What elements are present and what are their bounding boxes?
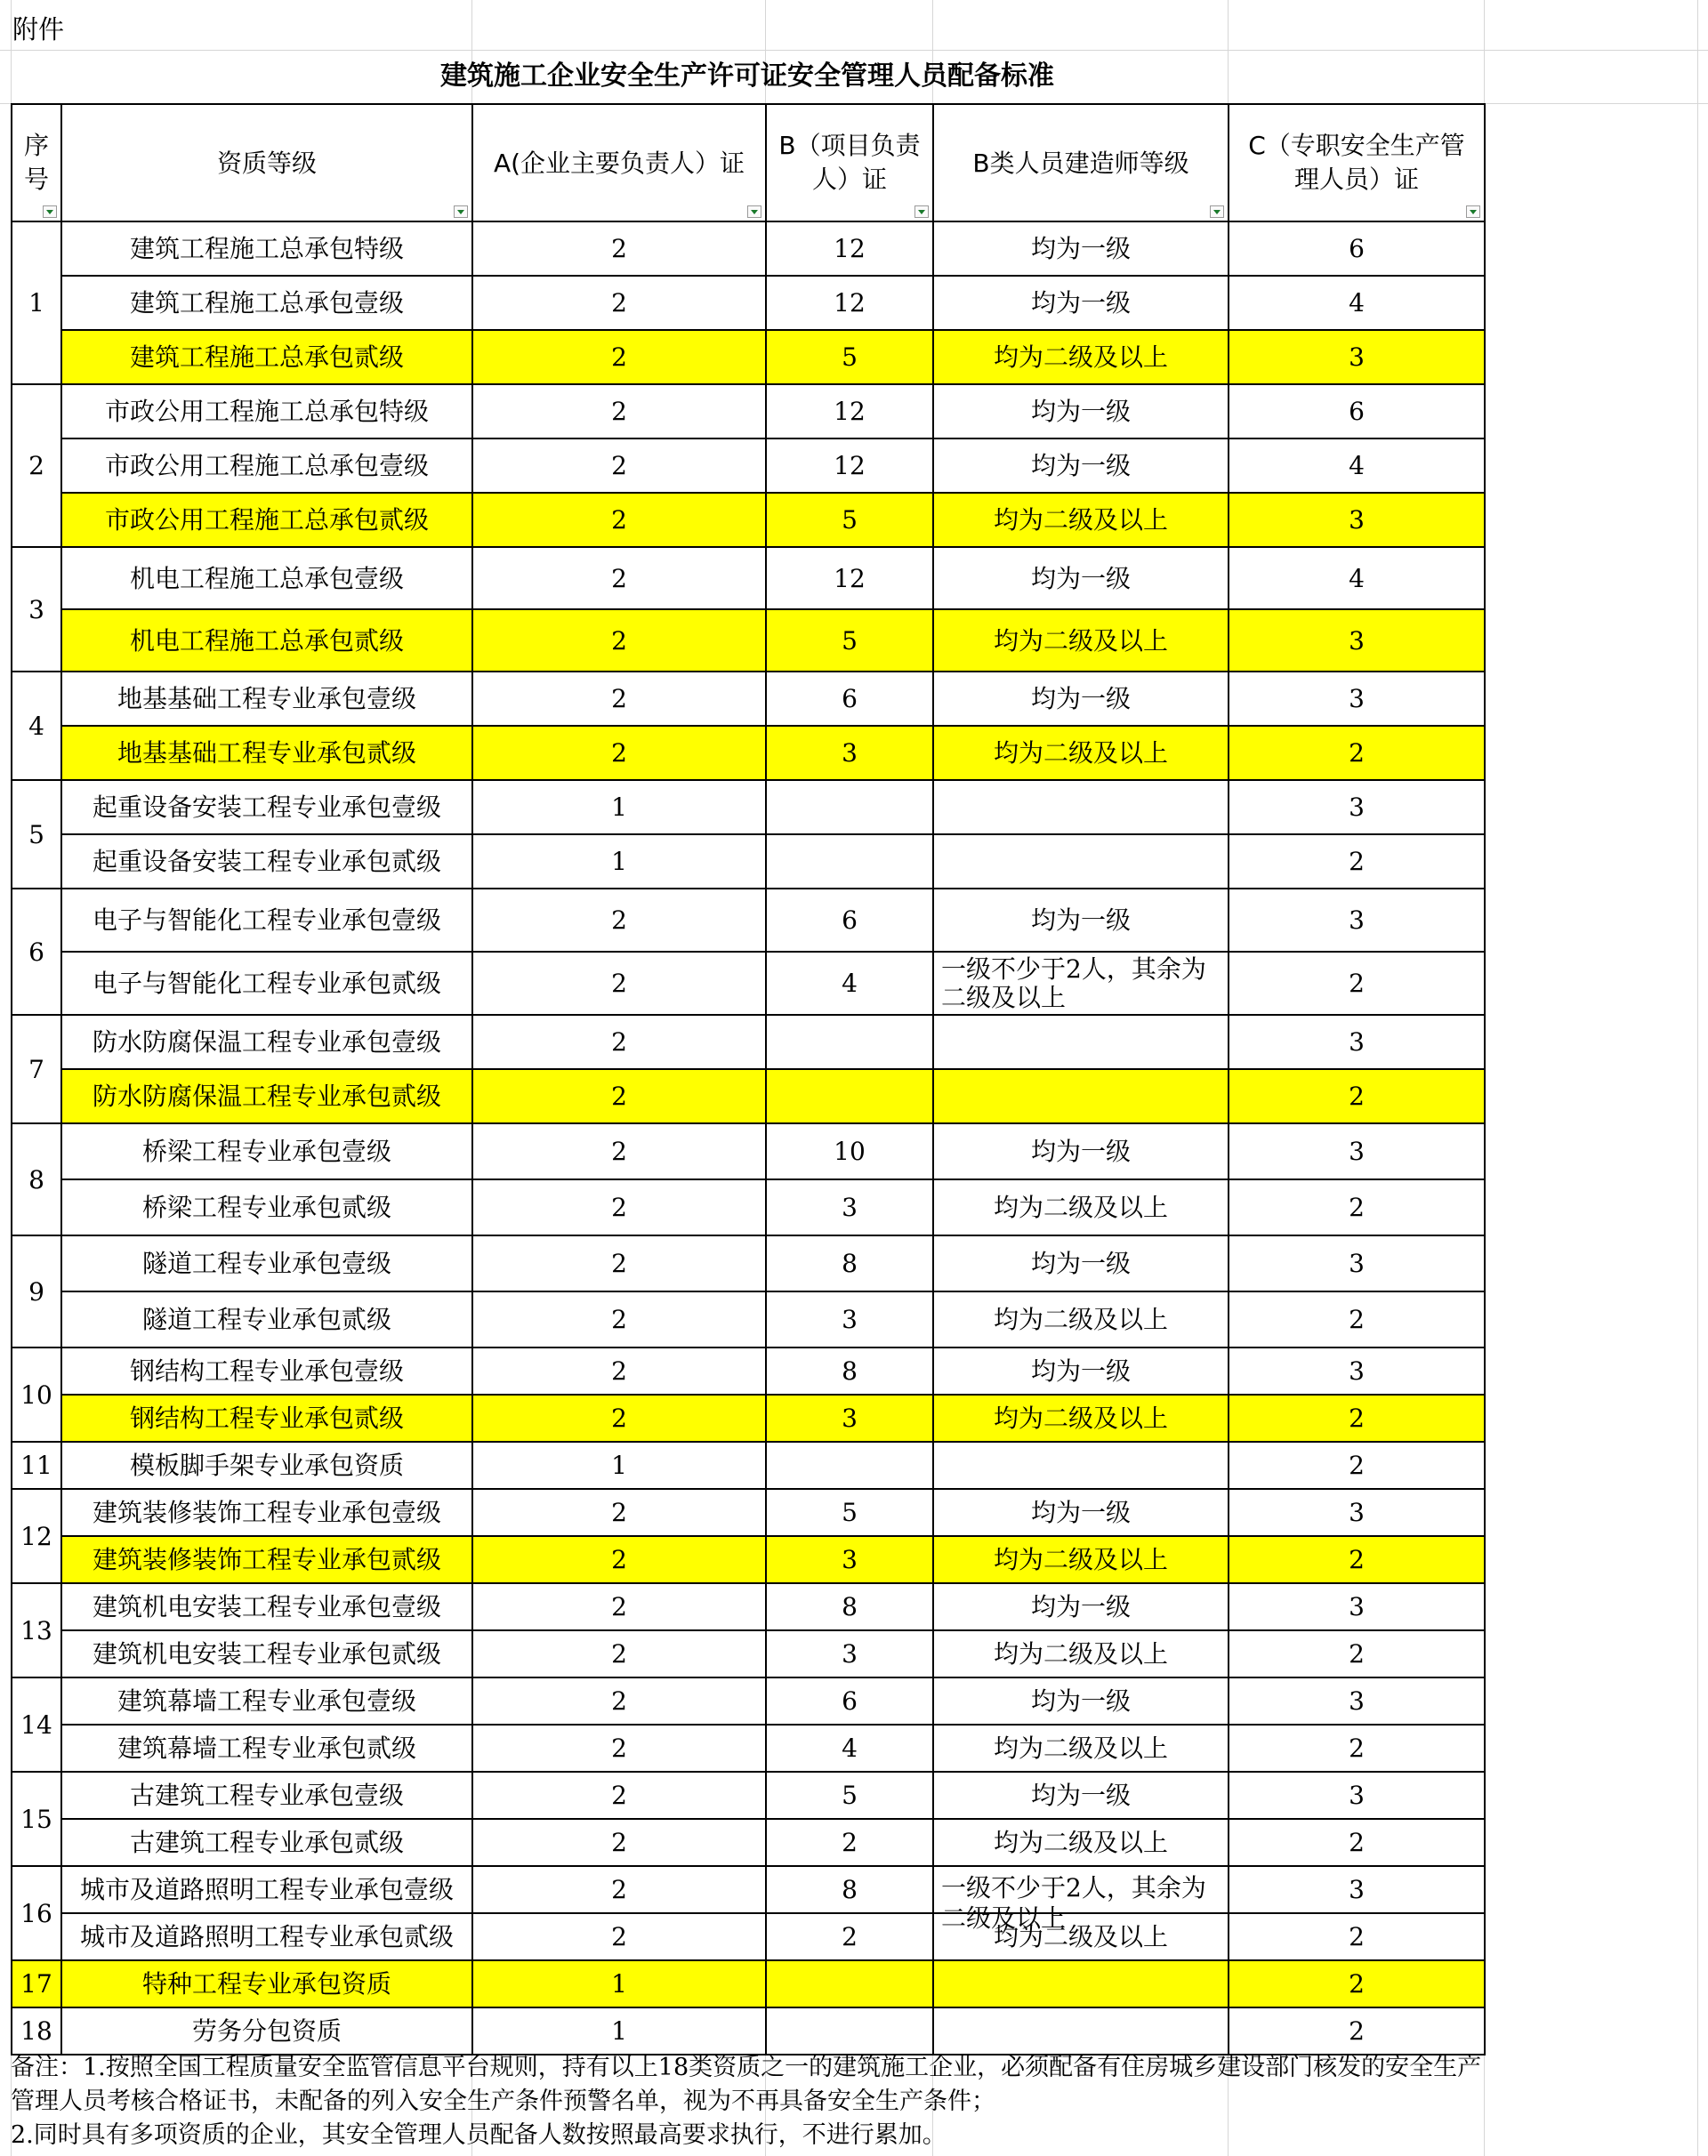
b-grade-cell[interactable] [933,609,1229,672]
a-cert-cell[interactable]: 2 [472,221,766,276]
c-cert-cell[interactable]: 2 [1229,1395,1485,1442]
a-cert-cell[interactable]: 2 [472,1179,766,1235]
b-grade-text: 均为二级及以上 [993,1734,1168,1763]
b-grade-text: 均为一级 [1030,1592,1131,1621]
qualification-cell[interactable]: 机电工程施工总承包贰级 [61,609,472,672]
b-cert-cell[interactable]: 6 [766,1677,933,1725]
header-c[interactable] [1229,104,1485,221]
b-cert-cell[interactable]: 3 [766,1395,933,1442]
seq-cell[interactable]: 18 [12,2007,61,2055]
qualification-cell[interactable]: 建筑机电安装工程专业承包壹级 [61,1583,472,1630]
b-cert-cell[interactable]: 5 [766,1489,933,1536]
table-row [12,276,1485,330]
c-cert-cell[interactable]: 3 [1229,1123,1485,1179]
b-grade-cell[interactable] [933,1291,1229,1348]
b-grade-text: 均为二级及以上 [993,1305,1168,1334]
b-cert-cell[interactable] [766,1442,933,1489]
header-b-label: B（项目负责人）证 [778,131,921,194]
a-cert-cell[interactable]: 2 [472,609,766,672]
b-grade-cell[interactable] [933,1536,1229,1583]
b-grade-cell[interactable] [933,1866,1229,1933]
b-grade-cell[interactable] [933,1725,1229,1772]
seq-cell[interactable]: 3 [12,547,61,672]
b-grade-text: 均为一级 [1030,451,1131,480]
table-row [12,780,1485,834]
seq-cell[interactable]: 7 [12,1015,61,1123]
seq-cell[interactable]: 16 [12,1866,61,1960]
c-cert-cell[interactable]: 4 [1229,547,1485,609]
b-cert-cell[interactable] [766,2007,933,2055]
b-grade-cell[interactable] [933,780,1229,834]
qualification-cell[interactable]: 古建筑工程专业承包贰级 [61,1819,472,1866]
annex-label: 附件 [12,14,65,44]
seq-cell[interactable]: 12 [12,1489,61,1583]
qualification-cell[interactable]: 桥梁工程专业承包贰级 [61,1179,472,1235]
qualification-cell[interactable]: 建筑幕墙工程专业承包壹级 [61,1677,472,1725]
c-cert-cell[interactable]: 2 [1229,1069,1485,1123]
b-cert-cell[interactable]: 5 [766,493,933,547]
header-a[interactable] [472,104,766,221]
qualification-cell[interactable]: 建筑幕墙工程专业承包贰级 [61,1725,472,1772]
c-cert-cell[interactable]: 3 [1229,1866,1485,1913]
qualification-cell[interactable]: 建筑装修装饰工程专业承包壹级 [61,1489,472,1536]
b-grade-text: 一级不少于2人，其余为二级及以上 [941,953,1206,1012]
table-row [12,609,1485,672]
b-grade-text: 均为一级 [1030,563,1131,593]
qualification-cell[interactable]: 市政公用工程施工总承包壹级 [61,438,472,493]
b-cert-cell[interactable] [766,834,933,889]
qualification-cell[interactable]: 城市及道路照明工程专业承包贰级 [61,1913,472,1960]
b-cert-cell[interactable]: 12 [766,438,933,493]
b-grade-cell[interactable] [933,330,1229,384]
a-cert-cell[interactable]: 2 [472,1123,766,1179]
qualification-cell[interactable]: 建筑装修装饰工程专业承包贰级 [61,1536,472,1583]
c-cert-cell[interactable]: 3 [1229,1489,1485,1536]
table-row [12,384,1485,438]
b-grade-cell[interactable] [933,547,1229,609]
a-cert-cell[interactable]: 1 [472,834,766,889]
table-row [12,1725,1485,1772]
c-cert-cell[interactable]: 3 [1229,1772,1485,1819]
a-cert-cell[interactable]: 2 [472,1015,766,1069]
b-grade-text: 均为一级 [1030,1356,1131,1386]
b-cert-cell[interactable]: 8 [766,1235,933,1291]
a-cert-cell[interactable]: 1 [472,2007,766,2055]
page-title: 建筑施工企业安全生产许可证安全管理人员配备标准 [440,60,1054,92]
qualification-cell[interactable]: 起重设备安装工程专业承包壹级 [61,780,472,834]
header-a-label: A(企业主要负责人）证 [493,148,745,178]
b-grade-text: 均为一级 [1030,234,1131,263]
b-grade-text: 均为二级及以上 [993,505,1168,535]
a-cert-cell[interactable]: 2 [472,1069,766,1123]
table-row [12,952,1485,1015]
a-cert-cell[interactable]: 1 [472,1960,766,2007]
a-cert-cell[interactable]: 2 [472,1819,766,1866]
b-cert-cell[interactable]: 2 [766,1913,933,1960]
c-cert-cell[interactable]: 2 [1229,1913,1485,1960]
qualification-cell[interactable]: 防水防腐保温工程专业承包壹级 [61,1015,472,1069]
seq-cell[interactable]: 14 [12,1677,61,1772]
qualification-cell[interactable]: 钢结构工程专业承包壹级 [61,1348,472,1395]
c-cert-cell[interactable]: 3 [1229,609,1485,672]
b-cert-cell[interactable]: 3 [766,1536,933,1583]
table-row [12,1291,1485,1348]
a-cert-cell[interactable]: 2 [472,384,766,438]
qualification-cell[interactable]: 电子与智能化工程专业承包贰级 [61,952,472,1015]
qualification-cell[interactable]: 建筑工程施工总承包贰级 [61,330,472,384]
b-grade-cell[interactable] [933,276,1229,330]
b-cert-cell[interactable]: 12 [766,276,933,330]
seq-cell[interactable]: 6 [12,889,61,1015]
b-grade-cell[interactable] [933,672,1229,726]
a-cert-cell[interactable]: 2 [472,547,766,609]
a-cert-cell[interactable]: 1 [472,1442,766,1489]
b-cert-cell[interactable]: 8 [766,1348,933,1395]
b-grade-cell[interactable] [933,1235,1229,1291]
a-cert-cell[interactable]: 2 [472,1725,766,1772]
qualification-cell[interactable]: 起重设备安装工程专业承包贰级 [61,834,472,889]
table-row [12,1960,1485,2007]
qualification-cell[interactable]: 市政公用工程施工总承包贰级 [61,493,472,547]
qualification-cell[interactable]: 劳务分包资质 [61,2007,472,2055]
a-cert-cell[interactable]: 2 [472,952,766,1015]
a-cert-cell[interactable]: 2 [472,1913,766,1960]
seq-cell[interactable]: 15 [12,1772,61,1866]
table-row [12,438,1485,493]
b-grade-text: 均为二级及以上 [993,738,1168,768]
b-grade-text: 均为一级 [1030,288,1131,318]
a-cert-cell[interactable]: 1 [472,780,766,834]
seq-cell[interactable]: 1 [12,221,61,384]
b-grade-cell[interactable] [933,1677,1229,1725]
qualification-cell[interactable]: 建筑工程施工总承包特级 [61,221,472,276]
seq-cell[interactable]: 11 [12,1442,61,1489]
staffing-standard-table [11,103,1486,2055]
b-cert-cell[interactable]: 5 [766,609,933,672]
b-cert-cell[interactable] [766,1069,933,1123]
c-cert-cell[interactable]: 3 [1229,889,1485,952]
b-grade-cell[interactable] [933,1583,1229,1630]
c-cert-cell[interactable]: 6 [1229,384,1485,438]
b-grade-text: 均为二级及以上 [993,1545,1168,1574]
b-cert-cell[interactable]: 3 [766,726,933,780]
c-cert-cell[interactable]: 3 [1229,493,1485,547]
b-cert-cell[interactable]: 6 [766,889,933,952]
b-grade-text: 均为一级 [1030,397,1131,426]
filter-dropdown-icon[interactable] [747,205,761,218]
b-grade-cell[interactable] [933,889,1229,952]
c-cert-cell[interactable]: 3 [1229,1235,1485,1291]
table-row [12,1583,1485,1630]
b-grade-cell[interactable] [933,2007,1229,2055]
c-cert-cell[interactable]: 2 [1229,1819,1485,1866]
c-cert-cell[interactable]: 2 [1229,1536,1485,1583]
b-grade-text: 均为二级及以上 [993,1922,1168,1951]
qualification-cell[interactable]: 古建筑工程专业承包壹级 [61,1772,472,1819]
b-grade-text: 均为一级 [1030,1498,1131,1527]
table-row [12,834,1485,889]
b-grade-cell[interactable] [933,1819,1229,1866]
a-cert-cell[interactable]: 2 [472,1677,766,1725]
b-grade-cell[interactable] [933,726,1229,780]
b-cert-cell[interactable]: 6 [766,672,933,726]
header-seq-label: 序号 [23,131,49,194]
qualification-cell[interactable]: 防水防腐保温工程专业承包贰级 [61,1069,472,1123]
a-cert-cell[interactable]: 2 [472,1395,766,1442]
header-c-label: C（专职安全生产管理人员）证 [1248,131,1465,194]
b-grade-text: 均为二级及以上 [993,1828,1168,1857]
a-cert-cell[interactable]: 2 [472,276,766,330]
qualification-cell[interactable]: 隧道工程专业承包壹级 [61,1235,472,1291]
table-row [12,1489,1485,1536]
c-cert-cell[interactable]: 3 [1229,672,1485,726]
c-cert-cell[interactable]: 3 [1229,330,1485,384]
b-grade-text: 均为一级 [1030,1781,1131,1810]
qualification-cell[interactable]: 市政公用工程施工总承包特级 [61,384,472,438]
table-row [12,1015,1485,1069]
b-cert-cell[interactable] [766,1960,933,2007]
a-cert-cell[interactable]: 2 [472,1583,766,1630]
a-cert-cell[interactable]: 2 [472,330,766,384]
b-grade-text: 均为一级 [1030,1686,1131,1716]
b-grade-cell[interactable] [933,1960,1229,2007]
a-cert-cell[interactable]: 2 [472,1348,766,1395]
b-grade-text: 均为一级 [1030,1137,1131,1166]
filter-dropdown-icon[interactable] [1210,205,1224,218]
b-cert-cell[interactable] [766,780,933,834]
header-b[interactable] [766,104,933,221]
b-cert-cell[interactable]: 12 [766,547,933,609]
header-level-label: 资质等级 [216,148,317,178]
seq-cell[interactable]: 17 [12,1960,61,2007]
qualification-cell[interactable]: 模板脚手架专业承包资质 [61,1442,472,1489]
filter-dropdown-icon[interactable] [454,205,468,218]
table-row [12,1913,1485,1960]
b-grade-text: 一级不少于2人，其余为二级及以上 [941,1872,1206,1933]
c-cert-cell[interactable]: 3 [1229,780,1485,834]
b-grade-cell[interactable] [933,1015,1229,1069]
b-grade-text: 均为二级及以上 [993,1193,1168,1222]
b-cert-cell[interactable]: 8 [766,1583,933,1630]
b-grade-text: 均为一级 [1030,1249,1131,1278]
b-cert-cell[interactable]: 3 [766,1179,933,1235]
c-cert-cell[interactable]: 2 [1229,1179,1485,1235]
footnote-1: 备注：1.按照全国工程质量安全监管信息平台规则，持有以上18类资质之一的建筑施工企业，必须配备有住房城乡建设部门核发的安全生产管理人员考核合格证书，未配备的列入安全生产条件预警名单，视为不再具备安全生产条件； [11,2054,1482,2115]
qualification-cell[interactable]: 机电工程施工总承包壹级 [61,547,472,609]
b-cert-cell[interactable]: 12 [766,384,933,438]
a-cert-cell[interactable]: 2 [472,726,766,780]
b-grade-text: 均为一级 [1030,905,1131,935]
footnote [11,2051,1484,2152]
c-cert-cell[interactable]: 4 [1229,276,1485,330]
footnote-2: 2.同时具有多项资质的企业，其安全管理人员配备人数按照最高要求执行，不进行累加。 [11,2121,947,2149]
seq-cell[interactable]: 4 [12,672,61,780]
filter-dropdown-icon[interactable] [43,205,57,218]
seq-cell[interactable]: 13 [12,1583,61,1677]
header-b-grade[interactable] [933,104,1229,221]
b-cert-cell[interactable]: 3 [766,1291,933,1348]
table-row [12,1677,1485,1725]
c-cert-cell[interactable]: 2 [1229,726,1485,780]
header-row [12,104,1485,221]
b-grade-cell[interactable] [933,1179,1229,1235]
c-cert-cell[interactable]: 2 [1229,1960,1485,2007]
a-cert-cell[interactable]: 2 [472,1291,766,1348]
b-cert-cell[interactable]: 10 [766,1123,933,1179]
b-cert-cell[interactable]: 4 [766,1725,933,1772]
table-row [12,726,1485,780]
b-grade-cell[interactable] [933,1630,1229,1677]
a-cert-cell[interactable]: 2 [472,1772,766,1819]
table-row [12,1348,1485,1395]
table-row [12,547,1485,609]
b-cert-cell[interactable]: 3 [766,1630,933,1677]
b-grade-text: 均为二级及以上 [993,625,1168,656]
b-cert-cell[interactable]: 5 [766,330,933,384]
b-cert-cell[interactable]: 4 [766,952,933,1015]
filter-dropdown-icon[interactable] [914,205,929,218]
b-cert-cell[interactable] [766,1015,933,1069]
table-row [12,1123,1485,1179]
qualification-cell[interactable]: 建筑机电安装工程专业承包贰级 [61,1630,472,1677]
b-grade-cell[interactable] [933,384,1229,438]
qualification-cell[interactable]: 地基基础工程专业承包贰级 [61,726,472,780]
qualification-cell[interactable]: 特种工程专业承包资质 [61,1960,472,2007]
a-cert-cell[interactable]: 2 [472,1536,766,1583]
c-cert-cell[interactable]: 3 [1229,1348,1485,1395]
c-cert-cell[interactable]: 3 [1229,1583,1485,1630]
table-row [12,2007,1485,2055]
a-cert-cell[interactable]: 2 [472,1630,766,1677]
a-cert-cell[interactable]: 2 [472,438,766,493]
qualification-cell[interactable]: 电子与智能化工程专业承包壹级 [61,889,472,952]
table-row [12,1179,1485,1235]
c-cert-cell[interactable]: 2 [1229,1630,1485,1677]
c-cert-cell[interactable]: 3 [1229,1677,1485,1725]
c-cert-cell[interactable]: 2 [1229,1291,1485,1348]
filter-dropdown-icon[interactable] [1466,205,1480,218]
a-cert-cell[interactable]: 2 [472,1489,766,1536]
b-grade-cell[interactable] [933,493,1229,547]
header-level[interactable] [61,104,472,221]
b-grade-text: 均为二级及以上 [993,342,1168,372]
a-cert-cell[interactable]: 2 [472,889,766,952]
c-cert-cell[interactable]: 2 [1229,1442,1485,1489]
b-grade-text: 均为二级及以上 [993,1404,1168,1433]
qualification-cell[interactable]: 建筑工程施工总承包壹级 [61,276,472,330]
b-grade-cell[interactable] [933,438,1229,493]
c-cert-cell[interactable]: 3 [1229,1015,1485,1069]
b-grade-cell[interactable] [933,952,1229,1015]
b-grade-cell[interactable] [933,1395,1229,1442]
c-cert-cell[interactable]: 4 [1229,438,1485,493]
seq-cell[interactable]: 8 [12,1123,61,1235]
b-cert-cell[interactable]: 2 [766,1819,933,1866]
b-grade-text: 均为二级及以上 [993,1639,1168,1669]
table-body [12,221,1485,2055]
b-cert-cell[interactable]: 12 [766,221,933,276]
qualification-cell[interactable]: 城市及道路照明工程专业承包壹级 [61,1866,472,1913]
c-cert-cell[interactable]: 2 [1229,834,1485,889]
b-grade-cell[interactable] [933,834,1229,889]
table-row [12,221,1485,276]
a-cert-cell[interactable]: 2 [472,1866,766,1913]
table-row [12,493,1485,547]
header-b-grade-label: B类人员建造师等级 [972,148,1189,178]
seq-cell[interactable]: 9 [12,1235,61,1348]
table-row [12,1819,1485,1866]
table-row [12,1772,1485,1819]
b-grade-cell[interactable] [933,1348,1229,1395]
b-grade-text: 均为一级 [1030,684,1131,713]
table-row [12,889,1485,952]
header-seq[interactable] [12,104,61,221]
b-grade-cell[interactable] [933,1123,1229,1179]
b-grade-cell[interactable] [933,221,1229,276]
seq-cell[interactable]: 5 [12,780,61,889]
table-row [12,1866,1485,1913]
c-cert-cell[interactable]: 2 [1229,952,1485,1015]
c-cert-cell[interactable]: 2 [1229,1725,1485,1772]
table-row [12,1395,1485,1442]
seq-cell[interactable]: 2 [12,384,61,547]
b-grade-cell[interactable] [933,1442,1229,1489]
a-cert-cell[interactable]: 2 [472,493,766,547]
table-row [12,330,1485,384]
a-cert-cell[interactable]: 2 [472,672,766,726]
table-row [12,1442,1485,1489]
grid-line [1697,0,1698,2156]
seq-cell[interactable]: 10 [12,1348,61,1442]
qualification-cell[interactable]: 钢结构工程专业承包贰级 [61,1395,472,1442]
table-row [12,672,1485,726]
b-cert-cell[interactable]: 8 [766,1866,933,1913]
qualification-cell[interactable]: 隧道工程专业承包贰级 [61,1291,472,1348]
table-row [12,1235,1485,1291]
b-grade-cell[interactable] [933,1772,1229,1819]
b-cert-cell[interactable]: 5 [766,1772,933,1819]
table-row [12,1630,1485,1677]
a-cert-cell[interactable]: 2 [472,1235,766,1291]
qualification-cell[interactable]: 桥梁工程专业承包壹级 [61,1123,472,1179]
c-cert-cell[interactable]: 2 [1229,2007,1485,2055]
qualification-cell[interactable]: 地基基础工程专业承包壹级 [61,672,472,726]
table-row [12,1069,1485,1123]
b-grade-cell[interactable] [933,1489,1229,1536]
table-row [12,1536,1485,1583]
c-cert-cell[interactable]: 6 [1229,221,1485,276]
b-grade-cell[interactable] [933,1069,1229,1123]
